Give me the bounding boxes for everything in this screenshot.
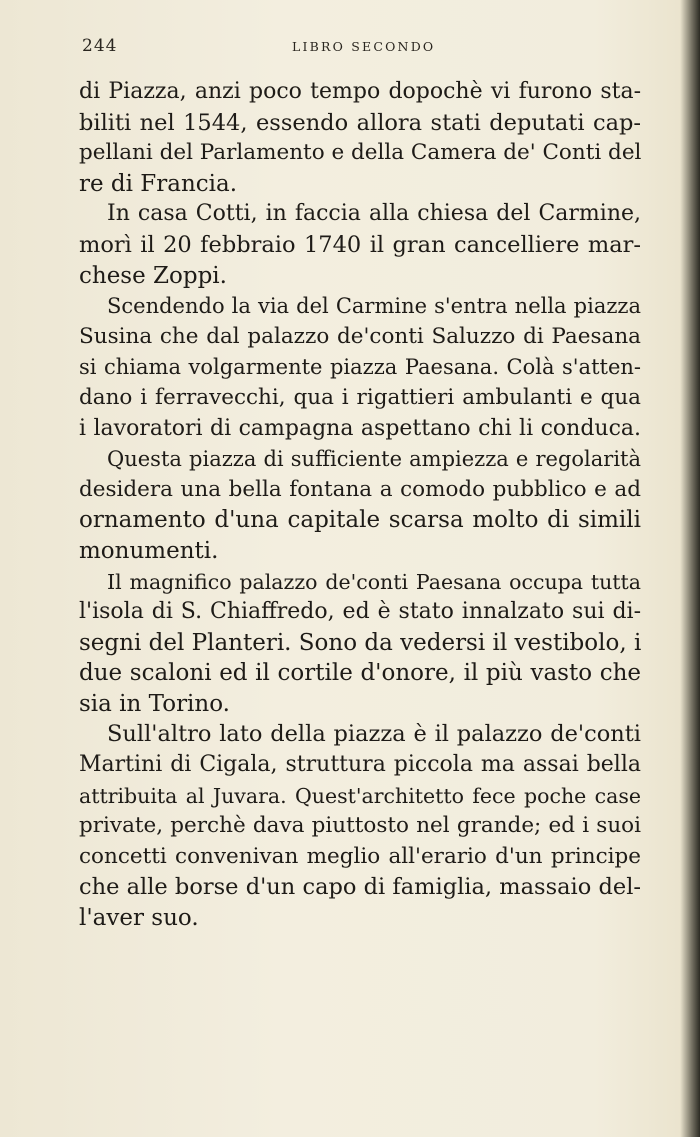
text-line: desidera una bella fontana a comodo pubblico e ad — [79, 476, 641, 502]
text-line: Susina che dal palazzo de'conti Saluzzo di Paesana — [79, 323, 641, 349]
text-line: i lavoratori di campagna aspettano chi li conduca. — [79, 415, 641, 441]
page-number: 244 — [82, 36, 118, 56]
text-line: morì il 20 febbraio 1740 il gran cancelliere mar- — [79, 231, 641, 258]
paragraph — [79, 567, 641, 720]
paragraph — [79, 77, 641, 199]
paragraph — [79, 444, 641, 566]
text-line: Sull'altro lato della piazza è il palazzo de'conti — [107, 721, 641, 748]
text-line: Martini di Cigala, struttura piccola ma assai bella — [79, 752, 641, 778]
text-line: monumenti. — [79, 537, 219, 564]
text-line: In casa Cotti, in faccia alla chiesa del Carmine, — [107, 201, 641, 227]
text-line: Scendendo la via del Carmine s'entra nella piazza — [107, 294, 641, 319]
text-line: sia in Torino. — [79, 690, 230, 717]
text-line: attribuita al Juvara. Quest'architetto fece poche case — [79, 783, 641, 808]
running-head: LIBRO SECONDO — [292, 39, 436, 54]
text-line: private, perchè dava piuttosto nel grande; ed i suoi — [79, 813, 641, 839]
text-line: ornamento d'una capitale scarsa molto di simili — [79, 507, 641, 534]
text-line: concetti convenivan meglio all'erario d'un principe — [79, 843, 641, 869]
text-line: l'aver suo. — [79, 905, 199, 932]
text-line: pellani del Parlamento e della Camera de' Conti del — [79, 140, 641, 166]
text-line: l'isola di S. Chiaffredo, ed è stato innalzato sui di- — [79, 599, 641, 625]
text-line: Questa piazza di sufficiente ampiezza e regolarità — [107, 447, 641, 472]
page-header — [82, 36, 642, 60]
text-line: due scaloni ed il cortile d'onore, il più vasto che — [79, 660, 641, 687]
page-edge-shadow — [680, 0, 700, 1137]
paragraph — [79, 291, 641, 444]
body-text — [79, 77, 641, 934]
text-line: segni del Planteri. Sono da vedersi il vestibolo, i — [79, 629, 641, 656]
text-line: che alle borse d'un capo di famiglia, massaio del- — [79, 874, 641, 901]
text-line: Il magnifico palazzo de'conti Paesana occupa tutta — [107, 569, 641, 594]
text-line: re di Francia. — [79, 170, 238, 197]
paragraph — [79, 719, 641, 933]
text-line: biliti nel 1544, essendo allora stati deputati cap- — [79, 109, 641, 136]
text-line: dano i ferravecchi, qua i rigattieri ambulanti e qua — [79, 384, 641, 410]
paragraph — [79, 199, 641, 291]
text-line: si chiama volgarmente piazza Paesana. Colà s'atten- — [79, 355, 641, 380]
text-line: di Piazza, anzi poco tempo dopochè vi furono sta- — [79, 79, 641, 104]
text-line: chese Zoppi. — [79, 262, 227, 289]
